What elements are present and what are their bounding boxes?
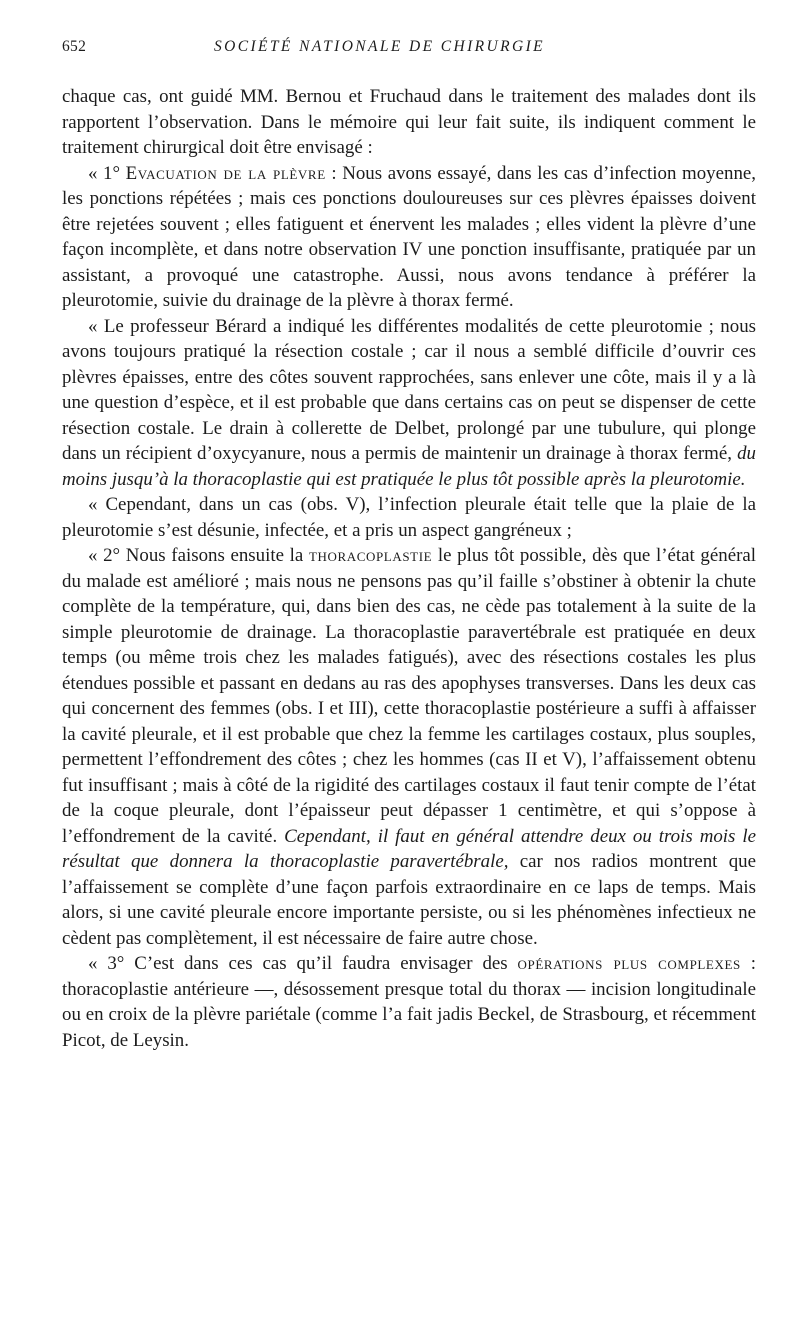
paragraph-4: [62, 492, 756, 543]
paragraph-2: [62, 161, 756, 314]
running-title: SOCIÉTÉ NATIONALE DE CHIRURGIE: [214, 38, 546, 55]
paragraph-5-lead: « 2° Nous faisons ensuite la: [88, 545, 309, 566]
paragraph-3-italic: du moins jusqu’à la thoracoplastie qui est pratiquée le plus tôt possible après la pleurotomie.: [62, 443, 756, 490]
paragraph-5-smallcaps: thoracoplastie: [308, 545, 433, 566]
paragraph-2-text: : Nous avons essayé, dans les cas d’infection moyenne, les ponctions répétées ; mais ces ponctions douloureuses sur ces plèvres épaisses doivent être rejetées souvent ; elles fatiguent et énervent les malades ; elles vident la plèvre d’une façon incomplète, et dans notre observation IV une ponction insuffisante, pratiquée par un assistant, a provoqué une catastrophe. Aussi, nous avons tendance à préférer la pleurotomie, suivie du drainage de la plèvre à thorax fermé.: [62, 162, 757, 311]
paragraph-6-text: : thoracoplastie antérieure —, désossement presque total du thorax — incision longitudinale ou en croix de la plèvre pariétale (comme l’a fait jadis Beckel, de Strasbourg, et récemment Picot, de Leysin.: [62, 953, 756, 1051]
paragraph-1: [62, 84, 756, 161]
paragraph-5-italic: Cependant, il faut en général attendre deux ou trois mois le résultat que donnera la thoracoplastie paravertébrale,: [62, 825, 757, 872]
paragraph-6: [62, 951, 756, 1053]
paragraph-5-text: le plus tôt possible, dès que l’état général du malade est amélioré ; mais nous ne pensons pas qu’il faille s’obstiner à obtenir la chute complète de la température, qui, dans bien des cas, ne cède pas totalement à la suite de la simple pleurotomie de drainage. La thoracoplastie paravertébrale est pratiquée en deux temps (ou même trois chez les malades fatigués), avec des résections costales les plus étendues possible et passant en dedans au ras des apophyses transverses. Dans les deux cas qui concernent des femmes (obs. I et III), cette thoracoplastie postérieure a suffi à affaisser la cavité pleurale, et il est probable que chez la femme les cartilages costaux, plus souples, permettent l’effondrement des côtes ; chez les hommes (cas II et V), l’affaissement obtenu fut insuffisant ; mais à côté de la rigidité des cartilages costaux il faut tenir compte de l’état de la coque pleurale, dont l’épaisseur peut dépasser 1 centimètre, et qui s’oppose à l’effondrement de la cavité.: [62, 545, 756, 847]
paragraph-4-text: « Cependant, dans un cas (obs. V), l’infection pleurale était telle que la plaie de la pleurotomie s’est désunie, infectée, et a pris un aspect gangréneux ;: [62, 494, 756, 541]
paragraph-3: [62, 314, 756, 493]
paragraph-5-tail: car nos radios montrent que l’affaissement se complète d’une façon parfois extraordinaire en ce laps de temps. Mais alors, si une cavité pleurale encore importante persiste, ou si les phénomènes infectieux ne cèdent pas complètement, il est nécessaire de faire autre chose.: [62, 851, 756, 949]
paragraph-6-lead: « 3° C’est dans ces cas qu’il faudra envisager des: [88, 953, 518, 974]
paragraph-2-lead: « 1°: [88, 162, 126, 184]
body-text: [62, 84, 756, 1053]
paragraph-2-smallcaps: Evacuation de la plèvre: [125, 162, 326, 184]
page-number: 652: [62, 38, 87, 55]
paragraph-5: [62, 543, 756, 951]
paragraph-6-smallcaps: opérations plus complexes: [517, 953, 741, 974]
page-header: [62, 34, 756, 62]
paragraph-3-text: « Le professeur Bérard a indiqué les différentes modalités de cette pleurotomie ; nous avons toujours pratiqué la résection costale ; car il nous a semblé difficile d’ouvrir ces plèvres épaisses, entre des côtes souvent rapprochées, sans enlever une côte, mais il y a là une question d’espèce, et il est probable que dans certains cas on peut se dispenser de cette résection costale. Le drain à collerette de Delbet, prolongé par une tubulure, qui plonge dans un récipient d’oxycyanure, nous a permis de maintenir un drainage à thorax fermé,: [62, 315, 756, 464]
paragraph-1-text: chaque cas, ont guidé MM. Bernou et Fruchaud dans le traitement des malades dont ils rapportent l’observation. Dans le mémoire qui leur fait suite, ils indiquent comment le traitement chirurgical doit être envisagé :: [62, 86, 756, 158]
